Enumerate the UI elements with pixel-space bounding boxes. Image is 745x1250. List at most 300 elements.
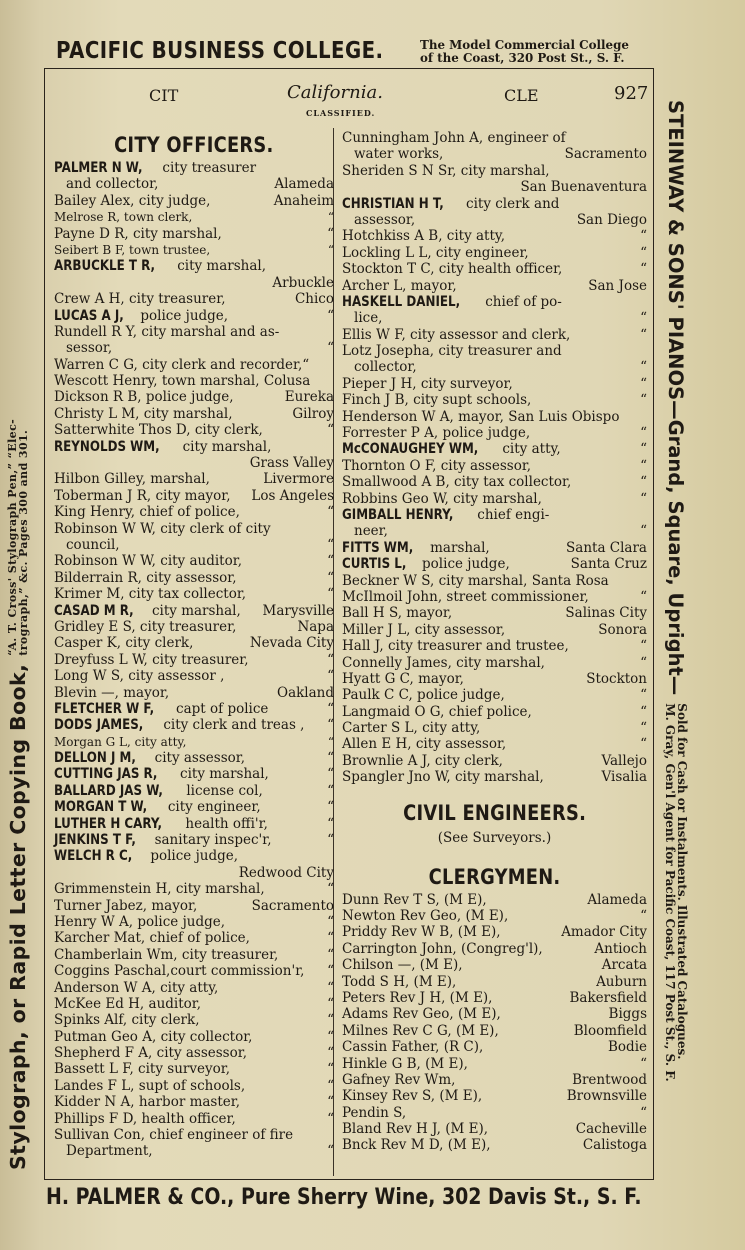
listing-description: city atty, bbox=[502, 441, 561, 458]
listing-text bbox=[342, 1072, 455, 1088]
listing-place: “ bbox=[640, 375, 647, 392]
listing-place: Auburn bbox=[596, 973, 647, 990]
listing-text bbox=[342, 638, 569, 654]
listing-entry bbox=[54, 258, 334, 274]
listing-bold-name: WELCH R C, bbox=[54, 848, 133, 865]
listing-text bbox=[342, 704, 532, 720]
listing-place: “ bbox=[640, 720, 647, 737]
listing-text bbox=[342, 687, 505, 703]
listing-place: “ bbox=[327, 651, 334, 668]
listing-place: “ bbox=[640, 703, 647, 720]
listing-entry bbox=[54, 1094, 334, 1110]
listing-description: Stockton T C, city health officer, bbox=[342, 261, 563, 278]
listing-bold-name: DELLON J M, bbox=[54, 750, 136, 767]
listing-entry bbox=[342, 638, 647, 654]
listing-description: city marshal, bbox=[178, 438, 272, 455]
listing-description: Robbins Geo W, city marshal, bbox=[342, 490, 542, 507]
listing-text bbox=[54, 898, 197, 914]
listing-entry bbox=[342, 687, 647, 703]
listing-entry bbox=[342, 130, 647, 146]
listing-text bbox=[54, 193, 210, 209]
left-margin-advertisement bbox=[6, 419, 30, 1170]
left-ad-small-line2: trograph,” &c. Pages 300 and 301. bbox=[17, 429, 30, 656]
listing-description: city marshal, bbox=[172, 258, 267, 275]
listing-entry bbox=[342, 556, 647, 572]
listing-description: Toberman J R, city mayor, bbox=[54, 487, 231, 504]
page-number: 927 bbox=[614, 83, 649, 104]
listing-text bbox=[342, 130, 566, 146]
cross-reference-note: (See Surveyors.) bbox=[437, 829, 552, 846]
listing-description: Spangler Jno W, city marshal, bbox=[342, 769, 544, 786]
listing-text bbox=[342, 294, 562, 310]
listing-text bbox=[54, 373, 310, 389]
listing-entry bbox=[54, 160, 334, 176]
listing-entry bbox=[342, 163, 647, 179]
listing-entry bbox=[342, 1023, 647, 1039]
listing-description: Forrester P A, police judge, bbox=[342, 425, 531, 442]
listing-description: Bailey Alex, city judge, bbox=[54, 192, 211, 209]
listing-place: “ bbox=[640, 228, 647, 245]
listing-entry bbox=[342, 957, 647, 973]
listing-text bbox=[54, 652, 249, 668]
listing-continuation-line bbox=[54, 275, 334, 291]
listing-description: lice, bbox=[354, 310, 383, 327]
listing-place: Sacramento bbox=[251, 897, 334, 914]
listing-entry bbox=[342, 974, 647, 990]
listing-text bbox=[54, 242, 210, 258]
listing-entry bbox=[54, 553, 334, 569]
listing-text bbox=[342, 1056, 468, 1072]
listing-text bbox=[342, 924, 501, 940]
listing-text bbox=[54, 750, 245, 766]
listing-entry bbox=[54, 389, 334, 405]
listing-description: Carter S L, city atty, bbox=[342, 720, 481, 737]
listing-place: Eureka bbox=[284, 389, 334, 406]
listing-text bbox=[342, 343, 562, 359]
listing-place: “ bbox=[327, 1143, 334, 1160]
listing-text bbox=[54, 226, 222, 242]
listing-description: city marshal, bbox=[147, 602, 241, 619]
listing-place: “ bbox=[640, 244, 647, 261]
listing-text bbox=[54, 439, 271, 455]
listing-text bbox=[54, 357, 309, 373]
listing-place: “ bbox=[327, 815, 334, 832]
listing-text bbox=[54, 1078, 245, 1094]
listing-place: “ bbox=[640, 359, 647, 376]
listing-text bbox=[54, 717, 304, 733]
listing-text bbox=[54, 1127, 293, 1143]
listing-entry bbox=[342, 1072, 647, 1088]
listing-place: “ bbox=[640, 261, 647, 278]
listing-text bbox=[54, 783, 263, 799]
listing-entry bbox=[342, 573, 647, 589]
listing-place: “ bbox=[327, 1094, 334, 1111]
listing-place: “ bbox=[640, 392, 647, 409]
listing-description: neer, bbox=[354, 523, 388, 540]
listing-entry bbox=[54, 193, 334, 209]
listing-place: “ bbox=[327, 340, 334, 357]
listing-description: Anderson W A, city atty, bbox=[54, 979, 219, 996]
listing-entry bbox=[54, 963, 334, 979]
listing-description: Phillips F D, health officer, bbox=[54, 1110, 236, 1127]
right-ad-small-line1: Sold for Cash or Instalments. Illustrated Catalogues. bbox=[675, 703, 689, 1060]
listing-entry bbox=[54, 947, 334, 963]
listing-place: “ bbox=[327, 242, 334, 257]
listing-description: Dickson R B, police judge, bbox=[54, 389, 234, 406]
listing-text bbox=[342, 196, 559, 212]
listing-description: Allen E H, city assessor, bbox=[342, 736, 507, 753]
listing-entry bbox=[342, 425, 647, 441]
classified-label: CLASSIFIED. bbox=[306, 108, 376, 118]
listing-description: sanitary inspec'r, bbox=[150, 832, 272, 849]
listing-entry bbox=[342, 589, 647, 605]
listing-description: Landes F L, supt of schools, bbox=[54, 1077, 246, 1094]
listing-text bbox=[342, 908, 508, 924]
listing-entry bbox=[342, 1006, 647, 1022]
listing-description: capt of police bbox=[171, 700, 269, 717]
listing-continuation-line bbox=[342, 523, 647, 539]
listing-entry bbox=[342, 1056, 647, 1072]
listing-entry bbox=[54, 734, 334, 750]
listing-text bbox=[54, 1029, 252, 1045]
listing-description: Grimmenstein H, city marshal, bbox=[54, 881, 265, 898]
listing-description: Gridley E S, city treasurer, bbox=[54, 618, 237, 635]
listing-entry bbox=[54, 701, 334, 717]
listing-bold-name: McCONAUGHEY WM, bbox=[342, 441, 479, 458]
listing-description: Archer L, mayor, bbox=[342, 277, 457, 294]
listing-place: “ bbox=[327, 1077, 334, 1094]
listing-place: “ bbox=[327, 782, 334, 799]
listing-entry bbox=[342, 1039, 647, 1055]
listing-place: “ bbox=[327, 734, 334, 749]
listing-text bbox=[54, 1094, 240, 1110]
listing-place: Grass Valley bbox=[249, 455, 334, 472]
listing-bold-name: MORGAN T W, bbox=[54, 799, 148, 816]
listing-description: water works, bbox=[354, 146, 444, 163]
listing-place: “ bbox=[640, 908, 647, 925]
listing-text bbox=[354, 359, 417, 375]
listing-description: Adams Rev Geo, (M E), bbox=[342, 1006, 501, 1023]
listing-place: Redwood City bbox=[238, 864, 334, 881]
listing-entry bbox=[54, 619, 334, 635]
listing-text bbox=[54, 603, 241, 619]
listing-entry bbox=[342, 908, 647, 924]
listing-entry bbox=[54, 422, 334, 438]
listing-continuation-line bbox=[54, 1143, 334, 1159]
listing-text bbox=[342, 409, 619, 425]
listing-description: Langmaid O G, chief police, bbox=[342, 703, 532, 720]
listing-text bbox=[342, 228, 505, 244]
listing-place: “ bbox=[640, 441, 647, 458]
listing-bold-name: JENKINS T F, bbox=[54, 832, 136, 849]
listing-text bbox=[54, 291, 225, 307]
listing-place: “ bbox=[327, 930, 334, 947]
listing-entry bbox=[54, 1078, 334, 1094]
listing-text bbox=[342, 474, 571, 490]
listing-entry bbox=[54, 226, 334, 242]
section-heading-text: CLERGYMEN. bbox=[428, 864, 561, 889]
listing-place: Chico bbox=[294, 291, 334, 308]
listing-entry bbox=[342, 458, 647, 474]
listing-place: “ bbox=[327, 586, 334, 603]
listing-text bbox=[342, 589, 589, 605]
listing-description: Long W S, city assessor , bbox=[54, 668, 225, 685]
listing-text bbox=[342, 622, 505, 638]
right-ad-small-line2: M. Gray, Gen'l Agent for Pacific Coast, 117 Post St., S. F. bbox=[663, 703, 677, 1082]
listing-description: Bland Rev H J, (M E), bbox=[342, 1121, 489, 1138]
listing-bold-name: CHRISTIAN H T, bbox=[342, 195, 444, 212]
listing-description: Cunningham John A, engineer of bbox=[342, 130, 566, 146]
section-heading-text: CIVIL ENGINEERS. bbox=[402, 800, 586, 825]
listing-text bbox=[54, 1045, 247, 1061]
listing-entry bbox=[54, 406, 334, 422]
listing-text bbox=[342, 327, 570, 343]
listing-description: Peters Rev J H, (M E), bbox=[342, 989, 493, 1006]
listing-place: “ bbox=[640, 490, 647, 507]
listing-description: Brownlie A J, city clerk, bbox=[342, 752, 503, 769]
listing-text bbox=[342, 892, 487, 908]
listing-place: Santa Cruz bbox=[570, 556, 647, 573]
listing-text bbox=[54, 160, 256, 176]
listing-description: chief engi- bbox=[473, 506, 550, 523]
listing-description: Lotz Josepha, city treasurer and bbox=[342, 343, 562, 360]
listing-place: “ bbox=[327, 1110, 334, 1127]
listing-entry bbox=[342, 507, 647, 523]
listing-entry bbox=[342, 941, 647, 957]
listing-description: Dunn Rev T S, (M E), bbox=[342, 891, 487, 908]
listing-bold-name: FITTS WM, bbox=[342, 539, 414, 556]
listing-text bbox=[54, 422, 263, 438]
section-heading bbox=[54, 130, 334, 160]
header-ad-name: PACIFIC BUSINESS COLLEGE. bbox=[56, 38, 384, 64]
listing-entry bbox=[54, 291, 334, 307]
section-spacer bbox=[342, 850, 647, 862]
listing-entry bbox=[54, 308, 334, 324]
listing-place: Anaheim bbox=[273, 192, 334, 209]
listing-text bbox=[54, 668, 224, 684]
listing-place: “ bbox=[327, 750, 334, 767]
listing-entry bbox=[342, 261, 647, 277]
section-heading bbox=[342, 798, 647, 828]
listing-place: Santa Clara bbox=[566, 539, 647, 556]
listing-entry bbox=[54, 1012, 334, 1028]
listing-text bbox=[54, 766, 269, 782]
listing-continuation-line bbox=[342, 146, 647, 162]
listing-text bbox=[342, 957, 463, 973]
listing-text bbox=[342, 671, 464, 687]
listing-place: San Buenaventura bbox=[520, 179, 647, 196]
listing-place: “ bbox=[327, 1012, 334, 1029]
listing-place: San Jose bbox=[588, 277, 647, 294]
listing-bold-name: LUCAS A J, bbox=[54, 307, 124, 324]
listing-text bbox=[54, 209, 192, 225]
listing-entry bbox=[54, 324, 334, 340]
listing-bold-name: PALMER N W, bbox=[54, 160, 143, 176]
listing-text bbox=[354, 310, 382, 326]
listing-entry bbox=[342, 671, 647, 687]
listing-text bbox=[54, 553, 242, 569]
listing-description: Finch J B, city supt schools, bbox=[342, 392, 532, 409]
listing-text bbox=[342, 720, 480, 736]
listing-text bbox=[342, 736, 506, 752]
listing-entry bbox=[342, 1137, 647, 1153]
listing-entry bbox=[342, 278, 647, 294]
listing-entry bbox=[54, 586, 334, 602]
listing-description: Ball H S, mayor, bbox=[342, 605, 453, 622]
listing-place: Arcata bbox=[601, 957, 647, 974]
listing-description: Miller J L, city assessor, bbox=[342, 621, 506, 638]
listing-description: King Henry, chief of police, bbox=[54, 504, 240, 521]
header-ad-tagline bbox=[420, 38, 629, 64]
listing-place: “ bbox=[640, 425, 647, 442]
listing-place: “ bbox=[327, 881, 334, 898]
listing-description: and collector, bbox=[66, 176, 159, 193]
listing-entry bbox=[54, 996, 334, 1012]
footer-advertisement: H. PALMER & CO., Pure Sherry Wine, 302 Davis St., S. F. bbox=[46, 1185, 642, 1210]
listing-description: Payne D R, city marshal, bbox=[54, 225, 222, 242]
listing-entry bbox=[54, 685, 334, 701]
left-ad-main: Stylograph, or Rapid Letter Copying Book, bbox=[6, 663, 30, 1170]
listing-text bbox=[54, 258, 266, 274]
section-heading-text: CITY OFFICERS. bbox=[114, 133, 274, 157]
listing-continuation-line bbox=[54, 537, 334, 553]
listing-description: Wescott Henry, town marshal, Colusa bbox=[54, 373, 311, 390]
listing-description: Thornton O F, city assessor, bbox=[342, 457, 532, 474]
listing-entry bbox=[342, 1088, 647, 1104]
listing-text bbox=[342, 605, 452, 621]
listing-entry bbox=[342, 1105, 647, 1121]
listing-entry bbox=[342, 892, 647, 908]
listing-place: Napa bbox=[297, 618, 334, 635]
listing-text bbox=[54, 1012, 199, 1028]
listing-description: Bassett L F, city surveyor, bbox=[54, 1061, 230, 1078]
listing-place: Oakland bbox=[277, 684, 334, 701]
listing-entry bbox=[342, 474, 647, 490]
guide-word-right: CLE bbox=[504, 86, 539, 105]
right-margin-advertisement bbox=[664, 100, 688, 1082]
listing-entry bbox=[54, 373, 334, 389]
listing-place: “ bbox=[640, 1055, 647, 1072]
listing-description: city treasurer bbox=[158, 160, 257, 176]
listing-description: police judge, bbox=[146, 848, 239, 865]
listing-place: Amador City bbox=[561, 924, 647, 941]
listing-place: “ bbox=[327, 1045, 334, 1062]
listing-entry bbox=[54, 471, 334, 487]
listing-place: “ bbox=[327, 717, 334, 734]
listing-place: Los Angeles bbox=[251, 487, 334, 504]
listing-description: Newton Rev Geo, (M E), bbox=[342, 908, 509, 925]
listing-description: Spinks Alf, city clerk, bbox=[54, 1012, 200, 1029]
listing-text bbox=[342, 458, 531, 474]
listing-place: “ bbox=[327, 766, 334, 783]
listing-entry bbox=[54, 832, 334, 848]
listing-place: Bodie bbox=[608, 1039, 647, 1056]
listing-description: Robinson W W, city auditor, bbox=[54, 553, 242, 570]
listing-place: “ bbox=[327, 913, 334, 930]
listing-entry bbox=[54, 980, 334, 996]
listing-description: Cassin Father, (R C), bbox=[342, 1039, 484, 1056]
listing-place: “ bbox=[327, 700, 334, 717]
listing-place: “ bbox=[640, 638, 647, 655]
listing-place: “ bbox=[327, 979, 334, 996]
listing-place: “ bbox=[327, 1028, 334, 1045]
listing-description: Kidder N A, harbor master, bbox=[54, 1094, 241, 1111]
listing-entry bbox=[54, 881, 334, 897]
listing-entry bbox=[342, 736, 647, 752]
listing-text bbox=[54, 471, 210, 487]
listing-entry bbox=[54, 1127, 334, 1143]
listing-text bbox=[342, 573, 609, 589]
listing-place: “ bbox=[327, 225, 334, 242]
listing-text bbox=[54, 324, 279, 340]
listing-continuation-line bbox=[342, 310, 647, 326]
listing-description: Chamberlain Wm, city treasurer, bbox=[54, 946, 279, 963]
listing-place: Antioch bbox=[594, 940, 647, 957]
listing-entry bbox=[342, 441, 647, 457]
listing-place: Cacheville bbox=[575, 1121, 647, 1138]
listing-continuation-line bbox=[54, 865, 334, 881]
listing-continuation-line bbox=[54, 176, 334, 192]
listing-text bbox=[342, 491, 542, 507]
listing-entry bbox=[342, 343, 647, 359]
listing-entry bbox=[54, 521, 334, 537]
listing-bold-name: CUTTING JAS R, bbox=[54, 766, 158, 783]
listing-description: city engineer, bbox=[163, 799, 261, 816]
listing-text bbox=[54, 570, 237, 586]
listing-place: “ bbox=[640, 523, 647, 540]
listing-entry bbox=[54, 816, 334, 832]
listing-entry bbox=[342, 1121, 647, 1137]
listing-place: “ bbox=[640, 474, 647, 491]
listing-text bbox=[54, 963, 304, 979]
listing-description: Casper K, city clerk, bbox=[54, 635, 194, 652]
right-ad-main: STEINWAY & SONS' PIANOS—Grand, Square, Upright— bbox=[664, 100, 688, 696]
left-column bbox=[54, 130, 334, 1160]
listing-description: Hilbon Gilley, marshal, bbox=[54, 471, 210, 488]
listing-place: “ bbox=[640, 457, 647, 474]
listing-entry bbox=[342, 720, 647, 736]
listing-description: Bnck Rev M D, (M E), bbox=[342, 1137, 491, 1154]
listing-text bbox=[54, 586, 246, 602]
listing-entry bbox=[342, 753, 647, 769]
listing-text bbox=[54, 406, 233, 422]
listing-place: “ bbox=[327, 799, 334, 816]
listing-entry bbox=[54, 635, 334, 651]
listing-description: chief of po- bbox=[480, 293, 562, 310]
listing-text bbox=[66, 537, 120, 553]
listing-text bbox=[342, 655, 545, 671]
listing-text bbox=[54, 799, 261, 815]
listing-text bbox=[342, 556, 510, 572]
listing-place: Marysville bbox=[262, 602, 334, 619]
listing-entry bbox=[342, 990, 647, 1006]
listing-place: Alameda bbox=[274, 176, 334, 193]
header-ad-tagline-line2: of the Coast, 320 Post St., S. F. bbox=[420, 50, 625, 65]
listing-text bbox=[54, 701, 268, 717]
listing-text bbox=[54, 832, 272, 848]
listing-entry bbox=[342, 376, 647, 392]
listing-text bbox=[54, 1061, 230, 1077]
listing-text bbox=[66, 340, 112, 356]
listing-description: Seibert B F, town trustee, bbox=[54, 242, 211, 257]
listing-entry bbox=[54, 1045, 334, 1061]
listing-entry bbox=[342, 228, 647, 244]
listing-description: Melrose R, town clerk, bbox=[54, 210, 193, 225]
listing-entry bbox=[54, 799, 334, 815]
listing-entry bbox=[54, 570, 334, 586]
listing-description: license col, bbox=[182, 782, 263, 799]
listing-text bbox=[66, 1143, 153, 1159]
